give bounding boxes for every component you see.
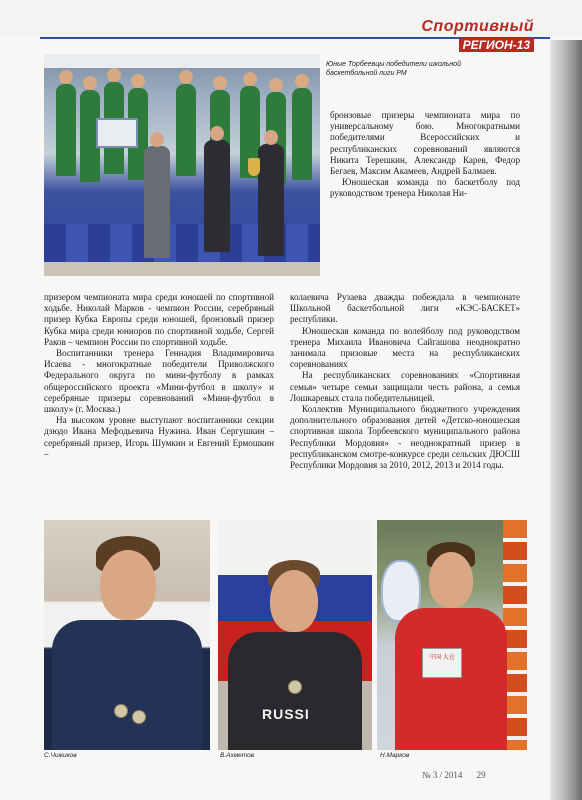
text-column-left xyxy=(44,292,274,460)
player-figure xyxy=(56,84,76,176)
medal-icon xyxy=(114,704,128,718)
photo-caption: С.Чижиков xyxy=(44,752,77,759)
issue-number: № 3 / 2014 xyxy=(422,770,463,780)
paragraph: Воспитанники тренера Геннадия Владимировича Исаева - многократные победители Приволжского Федерального округа по мини-футболу в рамках общероссийского проекта «Мини-футбол в школу» и серебряные призеры соревнований «Мини-футбол в школу» (г. Москва.) xyxy=(44,348,274,415)
player-figure xyxy=(292,88,312,180)
player-figure xyxy=(176,84,196,176)
page-binding-edge xyxy=(550,40,582,800)
face-shape xyxy=(270,570,318,632)
sign-board: 中国 大仓 xyxy=(422,648,462,678)
coach-figure xyxy=(258,144,284,256)
paragraph: колаевича Рузаева дважды побеждала в чемпионате Школьной баскетбольной лиги «КЭС-БАСКЕТ» республики. xyxy=(290,292,520,325)
paragraph: На республиканских соревнованиях «Спортивная семья» четыре семьи защищали честь района, а семья Лошкаревых стала победительницей. xyxy=(290,370,520,403)
photo-caption: Н.Марков xyxy=(380,752,410,759)
team-photo-caption: Юные Торбеевцы победители школьной баскетбольной лиги РМ xyxy=(326,61,461,77)
photo-caption: В.Ахметов xyxy=(220,752,255,759)
paragraph: бронзовые призеры чемпионата мира по универсальному бою. Многократными победителями Всероссийских и республиканских соревнований являются Никита Терешкин, Александр Карев, Федор Бегаев, Максим Акамеев, Андрей Балмаев. xyxy=(330,110,520,177)
text-column-right xyxy=(290,292,520,471)
paragraph: Юношеская команда по волейболу под руководством тренера Михаила Ивановича Сайгашова неоднократно занимала призовые места на республиканских соревнованиях xyxy=(290,325,520,370)
team-photo xyxy=(44,54,320,276)
magazine-title: Спортивный xyxy=(421,18,534,35)
face-shape xyxy=(429,552,473,608)
team-jacket-shape xyxy=(395,608,507,750)
paragraph: призером чемпионата мира среди юношей по спортивной ходьбе. Николай Марков - чемпион России, серебряный призер Кубка Европы среди юношей, бронзовый призер Кубка мира среди юниоров по спортивной ходьбе, Сергей Раков – чемпион России по спортивной ходьбе. xyxy=(44,292,274,347)
magazine-logo xyxy=(421,18,534,54)
athlete-photo-markov xyxy=(377,520,527,750)
certificate-board xyxy=(96,118,138,148)
coach-figure xyxy=(204,140,230,252)
photo-floor xyxy=(44,262,320,276)
medal-icon xyxy=(132,710,146,724)
trophy-cup xyxy=(248,158,260,176)
face-shape xyxy=(100,550,156,620)
paragraph: Коллектив Муниципального бюджетного учреждения дополнительного образования детей «Детско-юношеская спортивная школа Торбеевского муниципального района Республики Мордовия» - неоднократный призер в республиканском смотре-конкурсе среди сельских ДЮСШ Республики Мордовия за 2010, 2012, 2013 и 2014 годы. xyxy=(290,404,520,471)
tracksuit-shape xyxy=(52,620,202,750)
page-number: 29 xyxy=(476,770,486,780)
medal-icon xyxy=(288,680,302,694)
text-column-top-right xyxy=(330,110,520,200)
magazine-region: РЕГИОН-13 xyxy=(459,38,534,52)
photo-banner xyxy=(44,54,320,68)
athlete-photo-akhmetov xyxy=(218,520,372,750)
shirt-lettering: RUSSI xyxy=(262,706,310,722)
paragraph: Юношеская команда по баскетболу под руководством тренера Николая Ни- xyxy=(330,177,520,199)
coach-figure xyxy=(144,146,170,258)
paragraph: На высоком уровне выступают воспитанники секции дзюдо Ивана Мефодьевича Нужина. Иван Сергушкин – серебряный призер, Игорь Шумкин и Евгений Ермошкин – xyxy=(44,415,274,459)
page-footer xyxy=(422,770,486,780)
athlete-photo-chizhikov xyxy=(44,520,210,750)
